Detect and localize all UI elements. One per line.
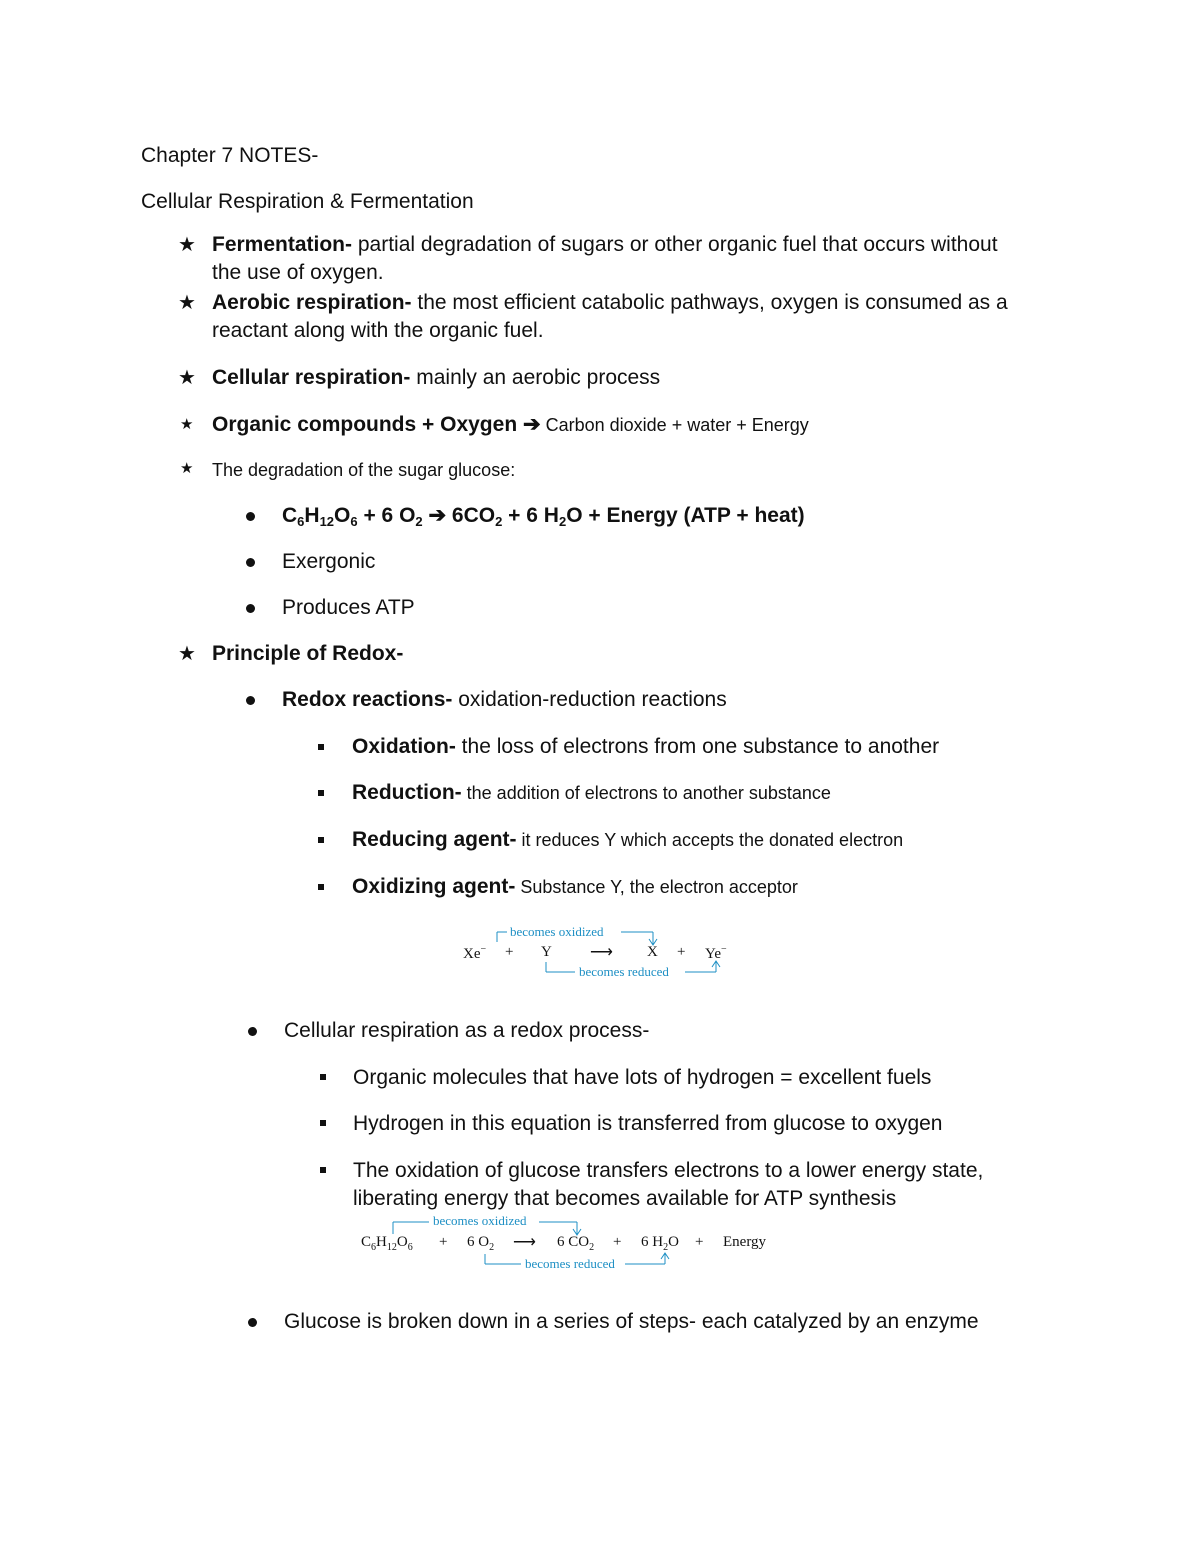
item-fermentation-cont: the use of oxygen.: [212, 261, 384, 284]
arrow-icon: ➔: [523, 413, 541, 436]
square-bullet-icon: [318, 837, 324, 843]
term: Fermentation-: [212, 233, 353, 256]
plus-sign: +: [439, 1234, 448, 1250]
becomes-oxidized-label: becomes oxidized: [510, 924, 604, 939]
respiration-redox-heading: Cellular respiration as a redox process-: [284, 1019, 650, 1042]
becomes-reduced-label: becomes reduced: [525, 1256, 615, 1271]
xe-term: Xe−: [463, 944, 487, 962]
redox-oxidation: Oxidation- the loss of electrons from one substance to another: [352, 735, 940, 758]
star-bullet-icon: ★: [180, 416, 194, 433]
glucose-term: $C_6H_{12}O_6$: [361, 1234, 413, 1253]
glucose-equation: $C_6H_{12}O_6 + 6$ $O_2$ ➔ $6CO_2 + 6$ $H_2O$ + Energy (ATP + heat): [282, 504, 805, 529]
reaction-arrow: ⟶: [590, 944, 613, 961]
subtitle: Cellular Respiration & Fermentation: [141, 190, 474, 213]
respiration-point-3: The oxidation of glucose transfers electrons to a lower energy state,: [353, 1159, 984, 1182]
term: Cellular respiration-: [212, 366, 411, 389]
becomes-oxidized-label: becomes oxidized: [433, 1213, 527, 1228]
definition: the most efficient catabolic pathways, oxygen is consumed as a: [411, 291, 1008, 314]
ye-term: Ye−: [705, 944, 727, 962]
redox-diagram: [455, 922, 745, 982]
dot-bullet-icon: [246, 558, 255, 567]
dot-bullet-icon: [246, 696, 255, 705]
plus-sign: +: [613, 1234, 622, 1250]
becomes-reduced-label: becomes reduced: [579, 964, 669, 979]
square-bullet-icon: [318, 884, 324, 890]
co2-term: 6 $CO_2$: [557, 1234, 595, 1253]
star-bullet-icon: ★: [178, 643, 196, 665]
dot-bullet-icon: [246, 512, 255, 521]
redox-reduction: Reduction- the addition of electrons to another substance: [352, 781, 831, 804]
glucose-redox-diagram: [355, 1212, 785, 1274]
square-bullet-icon: [318, 744, 324, 750]
respiration-point-2: Hydrogen in this equation is transferred from glucose to oxygen: [353, 1112, 943, 1135]
x-term: X: [647, 944, 658, 960]
term: Organic compounds + Oxygen: [212, 413, 518, 436]
item-aerobic: [212, 289, 1008, 317]
reaction-arrow: ⟶: [513, 1234, 536, 1251]
chapter-title: Chapter 7 NOTES-: [141, 144, 319, 167]
term: Aerobic respiration-: [212, 291, 412, 314]
dot-bullet-icon: [248, 1318, 257, 1327]
redox-oxidizing-agent: Oxidizing agent- Substance Y, the electron acceptor: [352, 875, 798, 898]
item-cellular: [212, 364, 660, 392]
point-produces-atp: Produces ATP: [282, 596, 415, 619]
square-bullet-icon: [320, 1074, 326, 1080]
square-bullet-icon: [318, 790, 324, 796]
item-degradation: The degradation of the sugar glucose:: [212, 460, 516, 480]
star-bullet-icon: ★: [178, 367, 196, 389]
plus-sign: +: [695, 1234, 704, 1250]
redox-reducing-agent: Reducing agent- it reduces Y which accepts the donated electron: [352, 828, 904, 851]
item-aerobic-cont: reactant along with the organic fuel.: [212, 319, 544, 342]
point-exergonic: Exergonic: [282, 550, 376, 573]
y-term: Y: [541, 944, 552, 960]
energy-term: Energy: [723, 1234, 767, 1250]
definition: mainly an aerobic process: [410, 366, 661, 389]
star-bullet-icon: ★: [178, 292, 196, 314]
redox-heading: Principle of Redox-: [212, 642, 404, 665]
star-bullet-icon: ★: [178, 234, 196, 256]
square-bullet-icon: [320, 1167, 326, 1173]
water-term: 6 $H_2O$: [641, 1234, 679, 1253]
square-bullet-icon: [320, 1120, 326, 1126]
dot-bullet-icon: [246, 604, 255, 613]
final-point: Glucose is broken down in a series of steps- each catalyzed by an enzyme: [284, 1310, 979, 1333]
oxygen-term: 6 $O_2$: [467, 1234, 495, 1253]
star-bullet-icon: ★: [180, 460, 194, 477]
item-summary: [212, 411, 809, 439]
plus-sign: +: [677, 944, 686, 960]
definition: partial degradation of sugars or other organic fuel that occurs without: [352, 233, 998, 256]
plus-sign: +: [505, 944, 514, 960]
respiration-point-1: Organic molecules that have lots of hydrogen = excellent fuels: [353, 1066, 932, 1089]
item-fermentation: [212, 231, 998, 259]
dot-bullet-icon: [248, 1027, 257, 1036]
respiration-point-3-cont: liberating energy that becomes available for ATP synthesis: [353, 1187, 897, 1210]
definition: Carbon dioxide + water + Energy: [540, 415, 809, 435]
redox-reactions: Redox reactions- oxidation-reduction reactions: [282, 688, 727, 711]
